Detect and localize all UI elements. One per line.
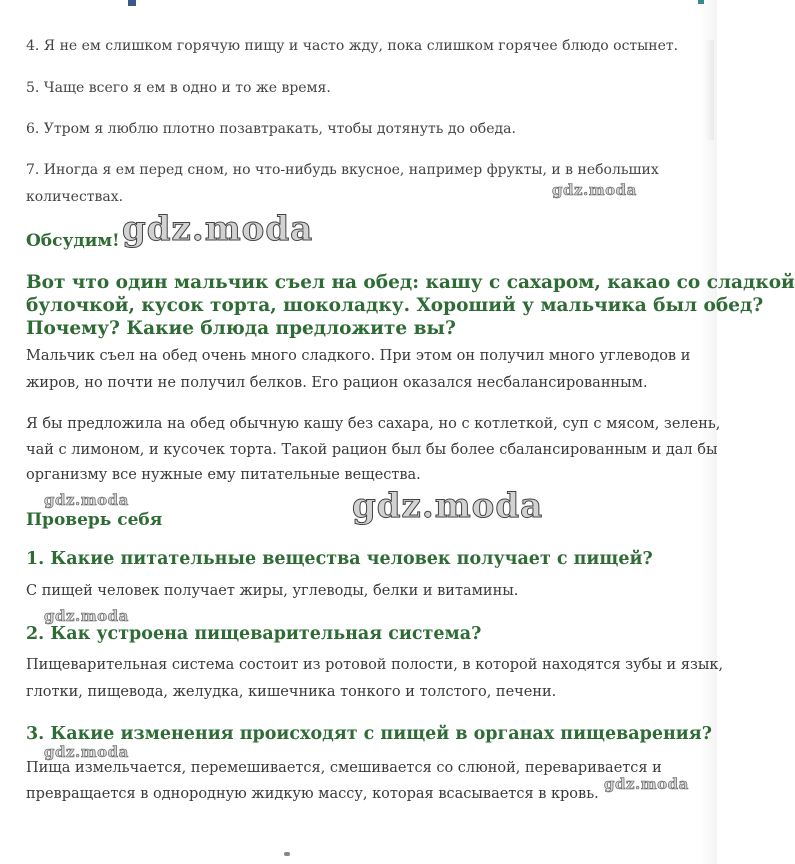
- cut-off-previous-line: [0, 0, 717, 10]
- page-right-shadow: [704, 40, 714, 140]
- top-fragment-mark-right: [698, 0, 704, 4]
- watermark: gdz.moda: [44, 491, 129, 509]
- list-item-7-continued: количествах.: [26, 189, 124, 205]
- watermark: gdz.moda: [44, 743, 129, 761]
- check-answer-2-line-1: Пищеварительная система состоит из ротовой полости, в которой находятся зубы и язык,: [26, 657, 724, 673]
- check-answer-1: С пищей человек получает жиры, углеводы, белки и витамины.: [26, 583, 519, 599]
- discuss-question-line-3: Почему? Какие блюда предложите вы?: [26, 318, 456, 339]
- discuss-answer-1-line-1: Мальчик съел на обед очень много сладкого. При этом он получил много углеводов и: [26, 348, 691, 364]
- check-question-3: 3. Какие изменения происходят с пищей в органах пищеварения?: [26, 724, 712, 744]
- discuss-question-line-1: Вот что один мальчик съел на обед: кашу с сахаром, какао со сладкой: [26, 272, 795, 293]
- top-fragment-mark: [128, 0, 136, 6]
- discuss-answer-1-line-2: жиров, но почти не получил белков. Его рацион оказался несбалансированным.: [26, 375, 648, 391]
- list-item-7: 7. Иногда я ем перед сном, но что-нибудь вкусное, например фрукты, и в небольших: [26, 162, 659, 178]
- discuss-answer-2-line-1: Я бы предложила на обед обычную кашу без сахара, но с котлеткой, суп с мясом, зелень,: [26, 416, 721, 432]
- watermark: gdz.moda: [352, 486, 544, 526]
- list-item-6: 6. Утром я люблю плотно позавтракать, чтобы дотянуть до обеда.: [26, 121, 516, 137]
- cut-off-next-line: [284, 852, 290, 856]
- discuss-answer-2-line-2: чай с лимоном, и кусочек торта. Такой рацион был бы более сбалансированным и дал бы: [26, 442, 718, 458]
- watermark: gdz.moda: [44, 607, 129, 625]
- check-question-1: 1. Какие питательные вещества человек получает с пищей?: [26, 549, 653, 569]
- watermark: gdz.moda: [122, 209, 314, 249]
- discuss-answer-2-line-3: организму все нужные ему питательные вещества.: [26, 467, 421, 483]
- discuss-question-line-2: булочкой, кусок торта, шоколадку. Хороший у мальчика был обед?: [26, 295, 764, 316]
- check-heading: Проверь себя: [26, 510, 163, 530]
- check-question-2: 2. Как устроена пищеварительная система?: [26, 624, 482, 644]
- check-answer-3-line-1: Пища измельчается, перемешивается, смешивается со слюной, переваривается и: [26, 760, 662, 776]
- list-item-5: 5. Чаще всего я ем в одно и то же время.: [26, 80, 331, 96]
- watermark: gdz.moda: [552, 181, 637, 199]
- watermark: gdz.moda: [604, 775, 689, 793]
- check-answer-3-line-2: превращается в однородную жидкую массу, которая всасывается в кровь.: [26, 786, 599, 802]
- discuss-heading: Обсудим!: [26, 231, 120, 251]
- list-item-4: 4. Я не ем слишком горячую пищу и часто жду, пока слишком горячее блюдо остынет.: [26, 38, 679, 54]
- check-answer-2-line-2: глотки, пищевода, желудка, кишечника тонкого и толстого, печени.: [26, 684, 557, 700]
